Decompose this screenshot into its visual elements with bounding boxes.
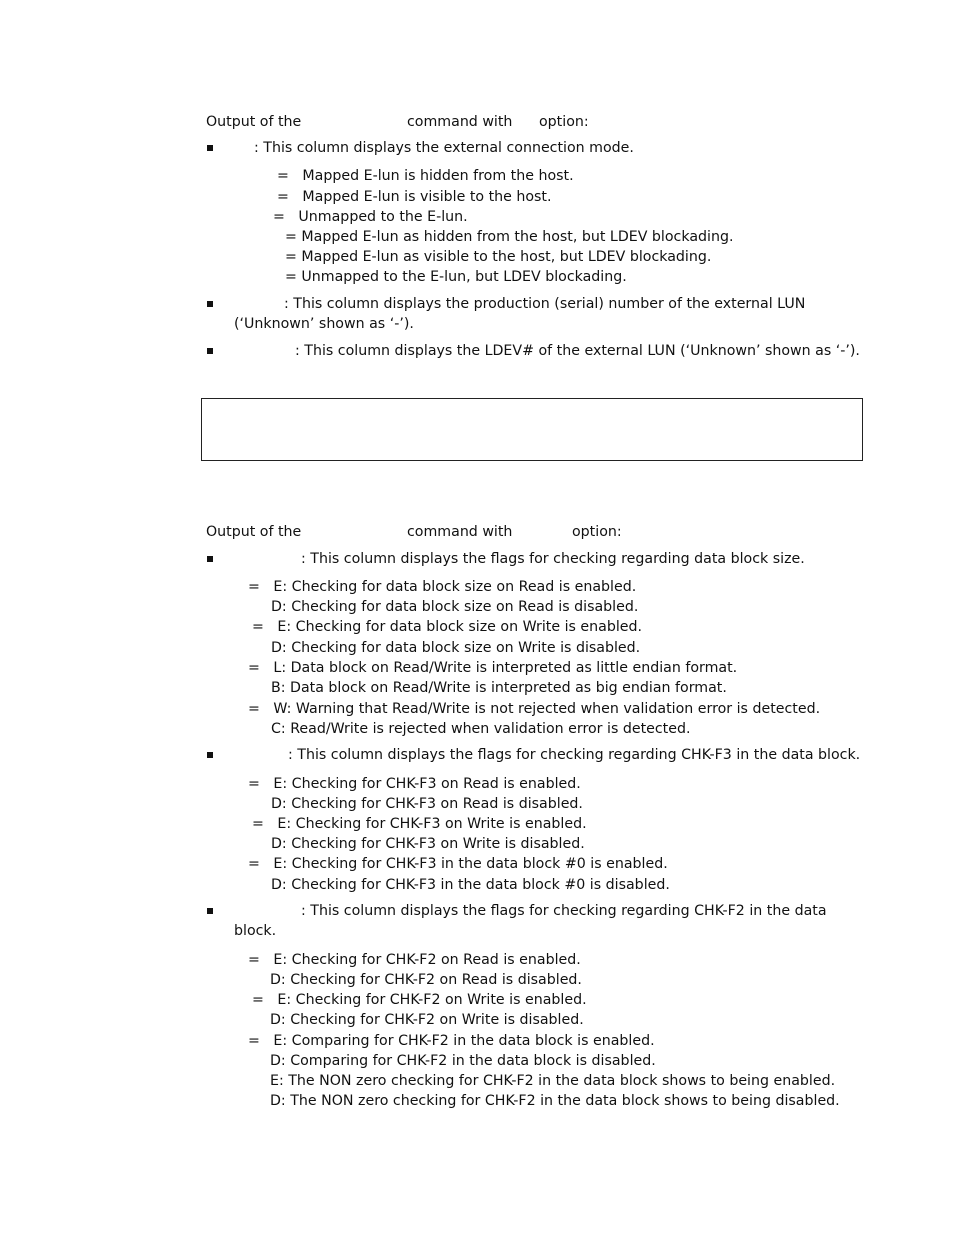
- bsize-item: = E: Checking for data block size on Read is enabled.: [248, 579, 637, 595]
- bsize-item: = W: Warning that Read/Write is not rejected when validation error is detected.: [248, 701, 821, 717]
- bsize-item: B: Data block on Read/Write is interpreted as big endian format.: [271, 680, 727, 696]
- f2-item: D: Checking for CHK-F2 on Write is disabled.: [270, 1012, 584, 1028]
- bullet-bsize-text: : This column displays the flags for checking regarding data block size.: [301, 551, 805, 567]
- f2-item: D: The NON zero checking for CHK-F2 in the data block shows to being disabled.: [270, 1093, 840, 1109]
- bullet-square-icon: [207, 752, 213, 758]
- mode-item: = Unmapped to the E-lun, but LDEV blockading.: [285, 269, 627, 285]
- intro-2-middle: command with: [407, 524, 513, 540]
- bsize-item: C: Read/Write is rejected when validation error is detected.: [271, 721, 691, 737]
- f2-item: = E: Checking for CHK-F2 on Write is enabled.: [252, 992, 587, 1008]
- mode-item: = Mapped E-lun as visible to the host, but LDEV blockading.: [285, 249, 712, 265]
- intro-1-prefix: Output of the: [206, 114, 302, 130]
- bsize-item: = L: Data block on Read/Write is interpreted as little endian format.: [248, 660, 738, 676]
- intro-2-suffix: option:: [572, 524, 622, 540]
- bsize-item: = E: Checking for data block size on Write is enabled.: [252, 619, 643, 635]
- f2-item: D: Checking for CHK-F2 on Read is disabled.: [270, 972, 582, 988]
- f3-item: = E: Checking for CHK-F3 in the data block #0 is enabled.: [248, 856, 668, 872]
- bullet-square-icon: [207, 556, 213, 562]
- f2-item: = E: Comparing for CHK-F2 in the data block is enabled.: [248, 1033, 655, 1049]
- f3-item: D: Checking for CHK-F3 on Read is disabled.: [271, 796, 583, 812]
- bsize-item: D: Checking for data block size on Read is disabled.: [271, 599, 639, 615]
- bullet-mode-text: : This column displays the external connection mode.: [254, 140, 634, 156]
- bsize-item: D: Checking for data block size on Write is disabled.: [271, 640, 641, 656]
- mode-item: = Mapped E-lun as hidden from the host, but LDEV blockading.: [285, 229, 734, 245]
- bullet-serial-line1: : This column displays the production (serial) number of the external LUN: [284, 296, 806, 312]
- bullet-square-icon: [207, 908, 213, 914]
- mode-item: = Unmapped to the E-lun.: [273, 209, 468, 225]
- f3-item: = E: Checking for CHK-F3 on Read is enabled.: [248, 776, 581, 792]
- bullet-f2-line1: : This column displays the flags for checking regarding CHK-F2 in the data: [301, 903, 827, 919]
- bullet-serial-line2: (‘Unknown’ shown as ‘-’).: [234, 316, 414, 332]
- f2-item: D: Comparing for CHK-F2 in the data block is disabled.: [270, 1053, 656, 1069]
- bullet-square-icon: [207, 301, 213, 307]
- mode-item: = Mapped E-lun is hidden from the host.: [277, 168, 574, 184]
- bullet-square-icon: [207, 348, 213, 354]
- intro-1-suffix: option:: [539, 114, 589, 130]
- bullet-f2-line2: block.: [234, 923, 277, 939]
- bullet-f3-text: : This column displays the flags for checking regarding CHK-F3 in the data block.: [288, 747, 861, 763]
- f3-item: = E: Checking for CHK-F3 on Write is enabled.: [252, 816, 587, 832]
- bullet-ldev-text: : This column displays the LDEV# of the external LUN (‘Unknown’ shown as ‘-’).: [295, 343, 860, 359]
- f3-item: D: Checking for CHK-F3 on Write is disabled.: [271, 836, 585, 852]
- f2-item: E: The NON zero checking for CHK-F2 in the data block shows to being enabled.: [270, 1073, 836, 1089]
- mode-item: = Mapped E-lun is visible to the host.: [277, 189, 552, 205]
- intro-1-middle: command with: [407, 114, 513, 130]
- intro-2-prefix: Output of the: [206, 524, 302, 540]
- f2-item: = E: Checking for CHK-F2 on Read is enabled.: [248, 952, 581, 968]
- empty-bordered-box: [201, 398, 863, 461]
- bullet-square-icon: [207, 145, 213, 151]
- f3-item: D: Checking for CHK-F3 in the data block #0 is disabled.: [271, 877, 670, 893]
